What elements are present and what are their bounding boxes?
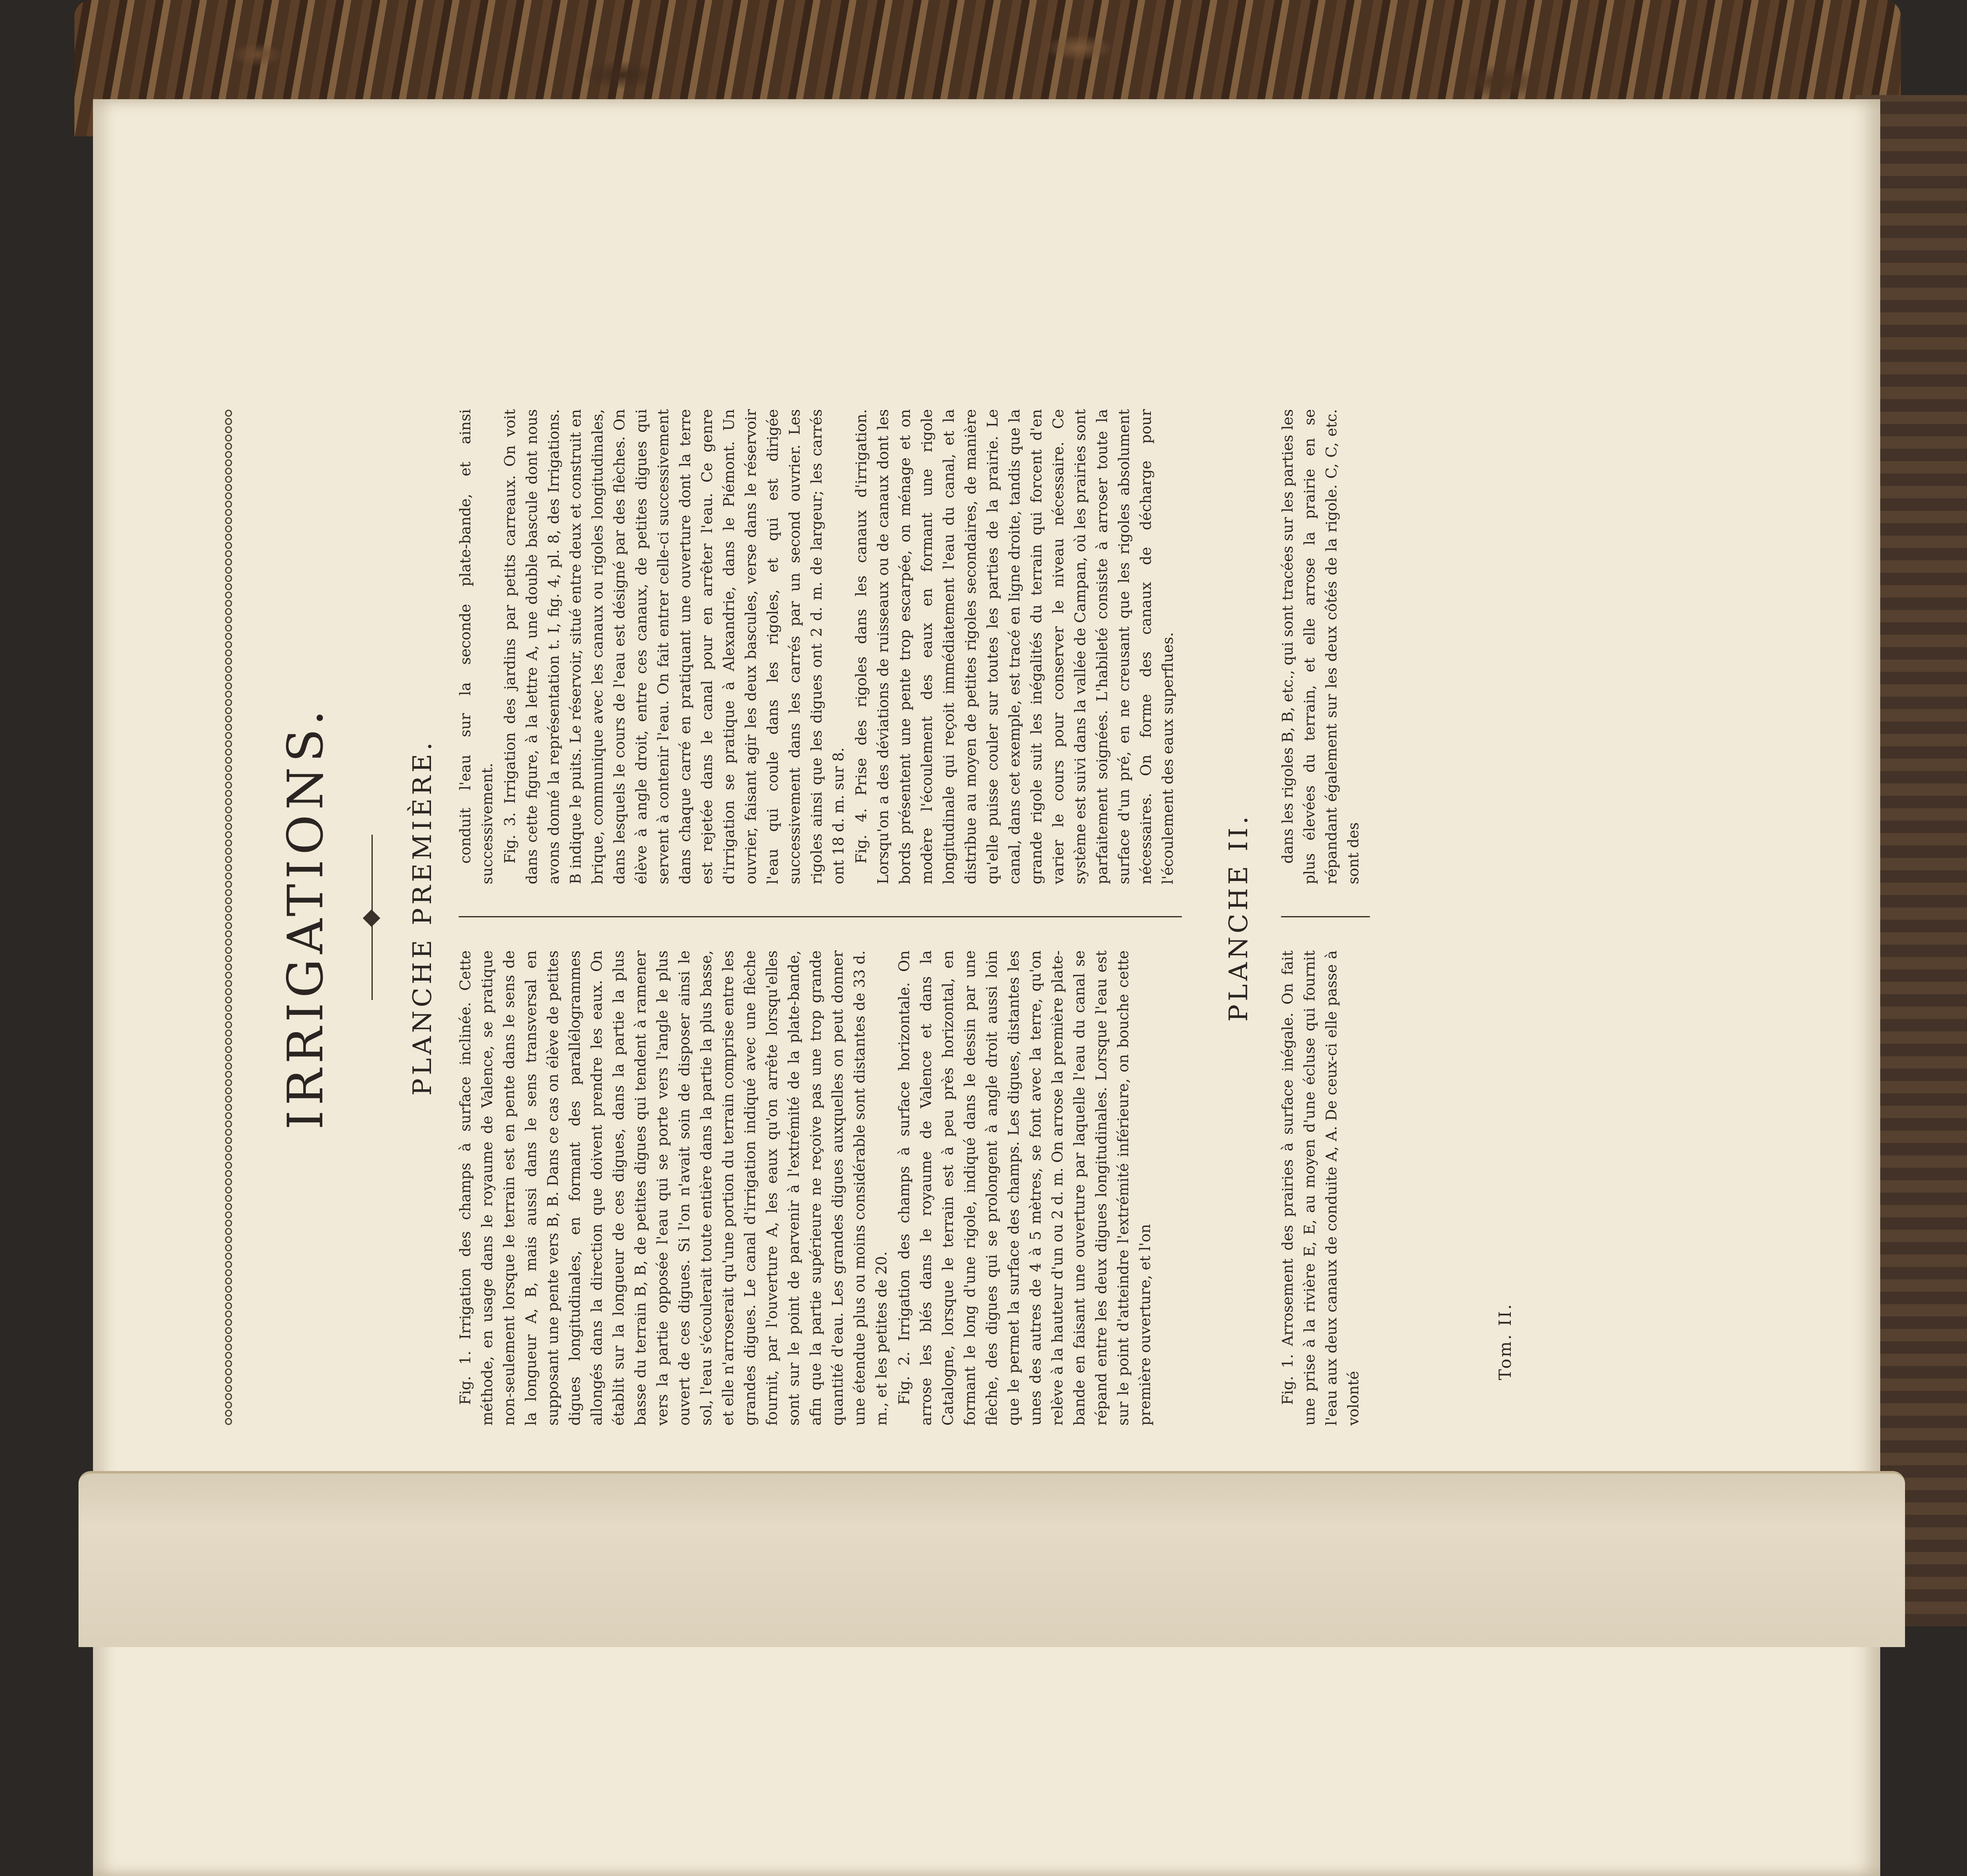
planche-1-left-column (455, 950, 1157, 1426)
column-divider (1281, 916, 1370, 917)
column-divider (459, 916, 1182, 917)
paragraph: Fig. 1. Irrigation des champs à surface inclinée. Cette méthode, en usage dans le royaume de Valence, se pratique non-seulement lorsque le terrain est en pente dans le sens de la longueur A, B, mais aussi dans le sens transversal en supposant une pente vers B, B. Dans ce cas on élève de petites digues longitudinales, en formant des parallélogrammes allongés dans la direction que doivent prendre les eaux. On établit sur la longueur de ces digues, dans la partie la plus basse du terrain B, B, de petites digues qui tendent à ramener vers la partie opposée l'eau qui se porte vers l'angle le plus ouvert de ces digues. Si l'on n'avait soin de disposer ainsi le sol, l'eau s'écoulerait toute entière dans la partie la plus basse, et elle n'arroserait qu'une portion du terrain comprise entre les grandes digues. Le canal d'irrigation indiqué avec une flèche fournit, par l'ouverture A, les eaux qu'on arrête lorsqu'elles sont sur le point de parvenir à l'extrémité de la plate-bande, afin que la partie supérieure ne reçoive pas une trop grande quantité d'eau. Les grandes digues auxquelles on peut donner une étendue plus ou moins considérable sont distantes de 33 d. m., et les petites de 20. (457, 950, 890, 1426)
facing-page-fold (79, 1471, 1905, 1647)
paragraph: Fig. 2. Irrigation des champs à surface horizontale. On arrose les blés dans le royaume de Valence et dans la Catalogne, lorsque le terrain est à peu près horizontal, en formant le long d'une rigole, indiqué dans le dessin par une flèche, des digues qui se prolongent à angle droit aussi loin que le permet la surface des champs. Les digues, distantes les unes des autres de 4 à 5 mètres, se font avec la terre, qu'on relève à la hauteur d'un ou 2 d. m. On arrose la première plate-bande en faisant une ouverture par laquelle l'eau du canal se répand entre les deux digues longitudinales. Lorsque l'eau est sur le point d'atteindre l'extrémité inférieure, on bouche cette première ouverture, et l'on (896, 950, 1154, 1426)
planche-2-left-column (1277, 950, 1365, 1426)
page-title: IRRIGATIONS. (277, 705, 334, 1130)
paragraph: Fig. 3. Irrigation des jardins par petits carreaux. On voit dans cette figure, à la lettre A, une double bascule dont nous avons donné la représentation t. I, fig. 4, pl. 8, des Irrigations. B indique le puits. Le réservoir, situé entre deux et construit en brique, communique avec les canaux ou rigoles longitudinales, dans lesquels le cours de l'eau est désigné par des flèches. On élève à angle droit, entre ces canaux, de petites digues qui servent à contenir l'eau. On fait entrer celle-ci successivement dans chaque carré en pratiquant une ouverture dont la terre est rejetée dans le canal pour en arrêter l'eau. Ce genre d'irrigation se pratique à Alexandrie, dans le Piémont. Un ouvrier, faisant agir les deux bascules, verse dans le réservoir l'eau qui coule dans les rigoles, et qui est dirigée successivement dans les carrés par un second ouvrier. Les rigoles ainsi que les digues ont 2 d. m. de largeur; les carrés ont 18 d. m. sur 8. (502, 409, 847, 884)
planche-1-right-column (455, 409, 1180, 884)
planche-2-right-column (1277, 409, 1365, 884)
page-text-rotated (223, 409, 1529, 1426)
top-decorative-rule (223, 409, 234, 1426)
volume-footer: Tom. II. (1496, 1302, 1515, 1380)
paragraph: Fig. 1. Arrosement des prairies à surface inégale. On fait une prise à la rivière E, E, au moyen d'une écluse qui fournit l'eau aux deux canaux de conduite A, A. De ceux-ci elle passe à volonté (1279, 950, 1362, 1426)
paragraph: conduit l'eau sur la seconde plate-bande, et ainsi successivement. (457, 409, 496, 884)
title-ornament (364, 835, 380, 1000)
paragraph: dans les rigoles B, B, etc., qui sont tracées sur les parties les plus élevées du terrain, et elle arrose la prairie en se répandant également sur les deux côtés de la rigole. C, C, etc. sont des (1279, 409, 1362, 884)
paragraph: Fig. 4. Prise des rigoles dans les canaux d'irrigation. Lorsqu'on a des déviations de ruisseaux ou de canaux dont les bords présentent une pente trop escarpée, on ménage et on modère l'écoulement des eaux en formant une rigole longitudinale qui reçoit immédiatement l'eau du canal, et la distribue au moyen de petites rigoles secondaires, de manière qu'elle puisse couler sur toutes les parties de la prairie. Le canal, dans cet exemple, est tracé en ligne droite, tandis que la grande rigole suit les inégalités du terrain qui forcent d'en varier le cours pour conserver le niveau nécessaire. Ce système est suivi dans la vallée de Campan, où les prairies sont parfaitement soignées. L'habileté consiste à arroser toute la surface d'un pré, en ne creusant que les rigoles absolument nécessaires. On forme des canaux de décharge pour l'écoulement des eaux superflues. (853, 409, 1176, 884)
planche-1-heading: PLANCHE PREMIÈRE. (407, 739, 437, 1096)
planche-2-heading: PLANCHE II. (1223, 813, 1253, 1022)
